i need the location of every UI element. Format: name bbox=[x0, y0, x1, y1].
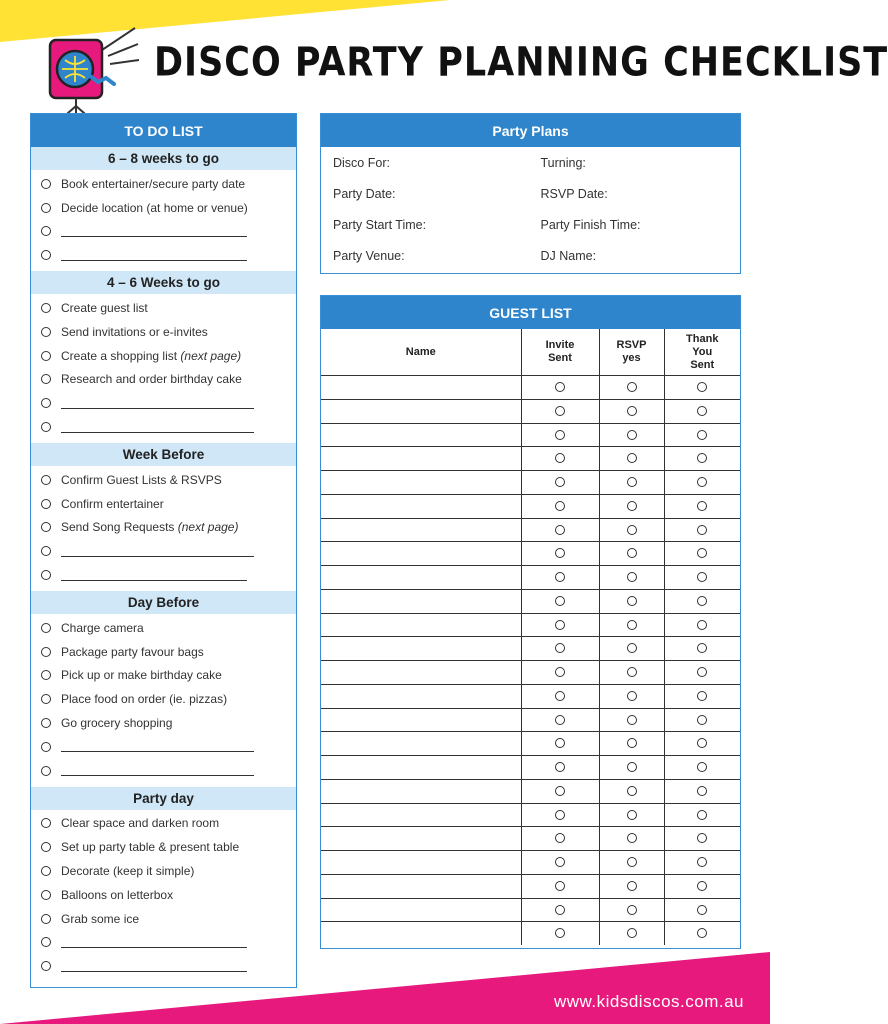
blank-line[interactable] bbox=[61, 250, 247, 261]
guest-name-cell[interactable] bbox=[321, 423, 521, 447]
rsvp-yes-checkbox-cell bbox=[599, 613, 664, 637]
guest-name-cell[interactable] bbox=[321, 518, 521, 542]
rsvp-yes-checkbox-icon[interactable] bbox=[627, 928, 637, 938]
thank-you-sent-checkbox-icon[interactable] bbox=[697, 928, 707, 938]
invite-sent-checkbox-cell bbox=[521, 542, 599, 566]
invite-sent-checkbox-cell bbox=[521, 661, 599, 685]
guest-name-cell[interactable] bbox=[321, 898, 521, 922]
rsvp-yes-checkbox-icon[interactable] bbox=[627, 667, 637, 677]
thank-you-sent-checkbox-icon[interactable] bbox=[697, 430, 707, 440]
guest-name-cell[interactable] bbox=[321, 732, 521, 756]
invite-sent-checkbox-cell bbox=[521, 708, 599, 732]
invite-sent-checkbox-cell bbox=[521, 399, 599, 423]
plans-field-label[interactable]: RSVP Date: bbox=[540, 186, 608, 201]
guest-row bbox=[321, 566, 740, 590]
rsvp-yes-checkbox-icon[interactable] bbox=[627, 691, 637, 701]
guest-row bbox=[321, 756, 740, 780]
blank-line[interactable] bbox=[61, 765, 254, 776]
guest-name-cell[interactable] bbox=[321, 922, 521, 945]
rsvp-yes-checkbox-icon[interactable] bbox=[627, 572, 637, 582]
party-plans-header: Party Plans bbox=[321, 114, 740, 147]
checklist-item[interactable]: Create a shopping list (next page) bbox=[31, 344, 296, 368]
guest-name-cell[interactable] bbox=[321, 827, 521, 851]
guest-row bbox=[321, 399, 740, 423]
invite-sent-checkbox-icon[interactable] bbox=[555, 596, 565, 606]
invite-sent-checkbox-icon[interactable] bbox=[555, 810, 565, 820]
checkbox-circle-icon[interactable] bbox=[41, 842, 51, 852]
column-header-invite-sent: Invite Sent bbox=[521, 329, 599, 376]
invite-sent-checkbox-cell bbox=[521, 423, 599, 447]
guest-list-panel bbox=[320, 295, 741, 949]
rsvp-yes-checkbox-cell bbox=[599, 447, 664, 471]
checklist-blank-item[interactable] bbox=[31, 539, 296, 563]
rsvp-yes-checkbox-cell bbox=[599, 779, 664, 803]
guest-name-cell[interactable] bbox=[321, 376, 521, 400]
invite-sent-checkbox-icon[interactable] bbox=[555, 691, 565, 701]
thank-you-sent-checkbox-icon[interactable] bbox=[697, 786, 707, 796]
rsvp-yes-checkbox-icon[interactable] bbox=[627, 406, 637, 416]
invite-sent-checkbox-icon[interactable] bbox=[555, 525, 565, 535]
guest-row bbox=[321, 637, 740, 661]
checklist-item[interactable]: Research and order birthday cake bbox=[31, 368, 296, 392]
guest-row bbox=[321, 423, 740, 447]
thank-you-sent-checkbox-icon[interactable] bbox=[697, 905, 707, 915]
thank-you-sent-checkbox-icon[interactable] bbox=[697, 643, 707, 653]
rsvp-yes-checkbox-icon[interactable] bbox=[627, 477, 637, 487]
checklist-blank-item[interactable] bbox=[31, 243, 296, 267]
guest-name-cell[interactable] bbox=[321, 803, 521, 827]
invite-sent-checkbox-icon[interactable] bbox=[555, 382, 565, 392]
invite-sent-checkbox-icon[interactable] bbox=[555, 477, 565, 487]
checkbox-circle-icon[interactable] bbox=[41, 398, 51, 408]
checkbox-circle-icon[interactable] bbox=[41, 475, 51, 485]
rsvp-yes-checkbox-cell bbox=[599, 708, 664, 732]
rsvp-yes-checkbox-cell bbox=[599, 732, 664, 756]
invite-sent-checkbox-icon[interactable] bbox=[555, 406, 565, 416]
blank-line[interactable] bbox=[61, 570, 247, 581]
thank-you-sent-checkbox-icon[interactable] bbox=[697, 881, 707, 891]
checklist-blank-item[interactable] bbox=[31, 563, 296, 587]
guest-row bbox=[321, 827, 740, 851]
blank-line[interactable] bbox=[61, 422, 254, 433]
guest-row bbox=[321, 376, 740, 400]
thank-you-sent-checkbox-cell bbox=[664, 922, 740, 945]
thank-you-sent-checkbox-icon[interactable] bbox=[697, 477, 707, 487]
rsvp-yes-checkbox-cell bbox=[599, 399, 664, 423]
checklist-blank-item[interactable] bbox=[31, 759, 296, 783]
rsvp-yes-checkbox-icon[interactable] bbox=[627, 881, 637, 891]
checkbox-circle-icon[interactable] bbox=[41, 226, 51, 236]
checklist-blank-item[interactable] bbox=[31, 735, 296, 759]
plans-field-label[interactable]: Turning: bbox=[540, 155, 586, 170]
checkbox-circle-icon[interactable] bbox=[41, 522, 51, 532]
checkbox-circle-icon[interactable] bbox=[41, 499, 51, 509]
rsvp-yes-checkbox-icon[interactable] bbox=[627, 430, 637, 440]
guest-name-cell[interactable] bbox=[321, 708, 521, 732]
guest-row bbox=[321, 542, 740, 566]
checklist-blank-item[interactable] bbox=[31, 415, 296, 439]
column-header-thank-you-sent: Thank You Sent bbox=[664, 329, 740, 376]
plans-field-label[interactable]: Party Start Time: bbox=[333, 217, 427, 232]
rsvp-yes-checkbox-cell bbox=[599, 589, 664, 613]
checkbox-circle-icon[interactable] bbox=[41, 422, 51, 432]
section-heading: Week Before bbox=[31, 443, 296, 466]
rsvp-yes-checkbox-cell bbox=[599, 661, 664, 685]
checkbox-circle-icon[interactable] bbox=[41, 374, 51, 384]
plans-field-label[interactable]: DJ Name: bbox=[540, 248, 597, 263]
checkbox-circle-icon[interactable] bbox=[41, 694, 51, 704]
blank-line[interactable] bbox=[61, 226, 247, 237]
invite-sent-checkbox-icon[interactable] bbox=[555, 620, 565, 630]
checkbox-circle-icon[interactable] bbox=[41, 890, 51, 900]
guest-row bbox=[321, 589, 740, 613]
thank-you-sent-checkbox-cell bbox=[664, 518, 740, 542]
rsvp-yes-checkbox-icon[interactable] bbox=[627, 810, 637, 820]
checklist-item[interactable]: Decide location (at home or venue) bbox=[31, 196, 296, 220]
checklist-item[interactable]: Place food on order (ie. pizzas) bbox=[31, 687, 296, 711]
plans-row bbox=[321, 147, 740, 178]
checkbox-circle-icon[interactable] bbox=[41, 250, 51, 260]
invite-sent-checkbox-icon[interactable] bbox=[555, 905, 565, 915]
guest-row bbox=[321, 613, 740, 637]
thank-you-sent-checkbox-cell bbox=[664, 708, 740, 732]
thank-you-sent-checkbox-icon[interactable] bbox=[697, 525, 707, 535]
checklist-blank-item[interactable] bbox=[31, 220, 296, 244]
thank-you-sent-checkbox-icon[interactable] bbox=[697, 857, 707, 867]
invite-sent-checkbox-cell bbox=[521, 756, 599, 780]
plans-field-label[interactable]: Disco For: bbox=[333, 155, 390, 170]
rsvp-yes-checkbox-cell bbox=[599, 898, 664, 922]
guest-name-cell[interactable] bbox=[321, 684, 521, 708]
rsvp-yes-checkbox-cell bbox=[599, 827, 664, 851]
thank-you-sent-checkbox-cell bbox=[664, 399, 740, 423]
checklist-item[interactable]: Charge camera bbox=[31, 616, 296, 640]
thank-you-sent-checkbox-cell bbox=[664, 851, 740, 875]
thank-you-sent-checkbox-icon[interactable] bbox=[697, 382, 707, 392]
checklist-blank-item[interactable] bbox=[31, 391, 296, 415]
thank-you-sent-checkbox-cell bbox=[664, 471, 740, 495]
rsvp-yes-checkbox-cell bbox=[599, 851, 664, 875]
checkbox-circle-icon[interactable] bbox=[41, 866, 51, 876]
party-plans-panel bbox=[320, 113, 741, 274]
thank-you-sent-checkbox-cell bbox=[664, 898, 740, 922]
rsvp-yes-checkbox-icon[interactable] bbox=[627, 382, 637, 392]
thank-you-sent-checkbox-cell bbox=[664, 779, 740, 803]
guest-name-cell[interactable] bbox=[321, 661, 521, 685]
checkbox-circle-icon[interactable] bbox=[41, 718, 51, 728]
invite-sent-checkbox-icon[interactable] bbox=[555, 928, 565, 938]
rsvp-yes-checkbox-cell bbox=[599, 803, 664, 827]
rsvp-yes-checkbox-icon[interactable] bbox=[627, 620, 637, 630]
thank-you-sent-checkbox-icon[interactable] bbox=[697, 738, 707, 748]
rsvp-yes-checkbox-cell bbox=[599, 684, 664, 708]
plans-field-label[interactable]: Party Date: bbox=[333, 186, 396, 201]
invite-sent-checkbox-icon[interactable] bbox=[555, 833, 565, 843]
todo-list-header: TO DO LIST bbox=[31, 114, 296, 147]
thank-you-sent-checkbox-cell bbox=[664, 423, 740, 447]
thank-you-sent-checkbox-cell bbox=[664, 684, 740, 708]
thank-you-sent-checkbox-cell bbox=[664, 566, 740, 590]
invite-sent-checkbox-cell bbox=[521, 779, 599, 803]
invite-sent-checkbox-icon[interactable] bbox=[555, 762, 565, 772]
section-heading: 6 – 8 weeks to go bbox=[31, 147, 296, 170]
guest-name-cell[interactable] bbox=[321, 851, 521, 875]
rsvp-yes-checkbox-cell bbox=[599, 518, 664, 542]
thank-you-sent-checkbox-icon[interactable] bbox=[697, 501, 707, 511]
invite-sent-checkbox-cell bbox=[521, 494, 599, 518]
guest-row bbox=[321, 447, 740, 471]
disco-speaker-logo bbox=[40, 18, 140, 123]
column-header-name: Name bbox=[321, 329, 521, 376]
guest-row bbox=[321, 779, 740, 803]
rsvp-yes-checkbox-cell bbox=[599, 566, 664, 590]
thank-you-sent-checkbox-cell bbox=[664, 874, 740, 898]
invite-sent-checkbox-icon[interactable] bbox=[555, 786, 565, 796]
invite-sent-checkbox-cell bbox=[521, 376, 599, 400]
checkbox-circle-icon[interactable] bbox=[41, 766, 51, 776]
checklist-item[interactable]: Create guest list bbox=[31, 296, 296, 320]
checkbox-circle-icon[interactable] bbox=[41, 303, 51, 313]
invite-sent-checkbox-cell bbox=[521, 922, 599, 945]
thank-you-sent-checkbox-cell bbox=[664, 661, 740, 685]
thank-you-sent-checkbox-cell bbox=[664, 732, 740, 756]
checklist-item[interactable]: Clear space and darken room bbox=[31, 812, 296, 836]
guest-row bbox=[321, 518, 740, 542]
thank-you-sent-checkbox-icon[interactable] bbox=[697, 572, 707, 582]
rsvp-yes-checkbox-icon[interactable] bbox=[627, 833, 637, 843]
thank-you-sent-checkbox-icon[interactable] bbox=[697, 596, 707, 606]
checklist-item[interactable]: Decorate (keep it simple) bbox=[31, 859, 296, 883]
invite-sent-checkbox-icon[interactable] bbox=[555, 548, 565, 558]
blank-line[interactable] bbox=[61, 546, 254, 557]
invite-sent-checkbox-cell bbox=[521, 471, 599, 495]
thank-you-sent-checkbox-cell bbox=[664, 756, 740, 780]
rsvp-yes-checkbox-cell bbox=[599, 874, 664, 898]
column-header-rsvp-yes: RSVP yes bbox=[599, 329, 664, 376]
invite-sent-checkbox-cell bbox=[521, 898, 599, 922]
thank-you-sent-checkbox-icon[interactable] bbox=[697, 548, 707, 558]
thank-you-sent-checkbox-icon[interactable] bbox=[697, 833, 707, 843]
checkbox-circle-icon[interactable] bbox=[41, 546, 51, 556]
rsvp-yes-checkbox-icon[interactable] bbox=[627, 643, 637, 653]
invite-sent-checkbox-icon[interactable] bbox=[555, 738, 565, 748]
invite-sent-checkbox-cell bbox=[521, 803, 599, 827]
rsvp-yes-checkbox-icon[interactable] bbox=[627, 738, 637, 748]
invite-sent-checkbox-cell bbox=[521, 589, 599, 613]
guest-row bbox=[321, 851, 740, 875]
plans-field-label[interactable]: Party Venue: bbox=[333, 248, 405, 263]
invite-sent-checkbox-icon[interactable] bbox=[555, 857, 565, 867]
invite-sent-checkbox-cell bbox=[521, 827, 599, 851]
todo-list-panel bbox=[30, 113, 297, 988]
invite-sent-checkbox-cell bbox=[521, 851, 599, 875]
invite-sent-checkbox-icon[interactable] bbox=[555, 881, 565, 891]
checklist-item[interactable]: Confirm Guest Lists & RSVPS bbox=[31, 468, 296, 492]
thank-you-sent-checkbox-icon[interactable] bbox=[697, 453, 707, 463]
invite-sent-checkbox-cell bbox=[521, 566, 599, 590]
invite-sent-checkbox-cell bbox=[521, 732, 599, 756]
thank-you-sent-checkbox-cell bbox=[664, 803, 740, 827]
rsvp-yes-checkbox-icon[interactable] bbox=[627, 525, 637, 535]
guest-name-cell[interactable] bbox=[321, 399, 521, 423]
invite-sent-checkbox-icon[interactable] bbox=[555, 572, 565, 582]
blank-line[interactable] bbox=[61, 398, 254, 409]
thank-you-sent-checkbox-cell bbox=[664, 376, 740, 400]
invite-sent-checkbox-cell bbox=[521, 637, 599, 661]
guest-name-cell[interactable] bbox=[321, 542, 521, 566]
invite-sent-checkbox-cell bbox=[521, 684, 599, 708]
rsvp-yes-checkbox-icon[interactable] bbox=[627, 501, 637, 511]
rsvp-yes-checkbox-icon[interactable] bbox=[627, 453, 637, 463]
checklist-item[interactable]: Pick up or make birthday cake bbox=[31, 664, 296, 688]
invite-sent-checkbox-icon[interactable] bbox=[555, 430, 565, 440]
rsvp-yes-checkbox-icon[interactable] bbox=[627, 762, 637, 772]
guest-table-header-row bbox=[321, 329, 740, 376]
thank-you-sent-checkbox-cell bbox=[664, 827, 740, 851]
rsvp-yes-checkbox-cell bbox=[599, 494, 664, 518]
thank-you-sent-checkbox-cell bbox=[664, 447, 740, 471]
guest-name-cell[interactable] bbox=[321, 566, 521, 590]
invite-sent-checkbox-icon[interactable] bbox=[555, 643, 565, 653]
invite-sent-checkbox-cell bbox=[521, 447, 599, 471]
guest-name-cell[interactable] bbox=[321, 494, 521, 518]
checklist-item[interactable]: Confirm entertainer bbox=[31, 492, 296, 516]
checkbox-circle-icon[interactable] bbox=[41, 818, 51, 828]
guest-list-header: GUEST LIST bbox=[321, 296, 740, 329]
thank-you-sent-checkbox-icon[interactable] bbox=[697, 810, 707, 820]
plans-row bbox=[321, 209, 740, 240]
thank-you-sent-checkbox-icon[interactable] bbox=[697, 667, 707, 677]
thank-you-sent-checkbox-icon[interactable] bbox=[697, 691, 707, 701]
rsvp-yes-checkbox-icon[interactable] bbox=[627, 715, 637, 725]
guest-name-cell[interactable] bbox=[321, 637, 521, 661]
invite-sent-checkbox-icon[interactable] bbox=[555, 501, 565, 511]
rsvp-yes-checkbox-cell bbox=[599, 376, 664, 400]
rsvp-yes-checkbox-cell bbox=[599, 922, 664, 945]
guest-row bbox=[321, 922, 740, 945]
guest-row bbox=[321, 684, 740, 708]
invite-sent-checkbox-cell bbox=[521, 613, 599, 637]
guest-list-table bbox=[321, 329, 740, 945]
rsvp-yes-checkbox-icon[interactable] bbox=[627, 905, 637, 915]
invite-sent-checkbox-icon[interactable] bbox=[555, 715, 565, 725]
checkbox-circle-icon[interactable] bbox=[41, 742, 51, 752]
rsvp-yes-checkbox-cell bbox=[599, 542, 664, 566]
plans-row bbox=[321, 178, 740, 209]
guest-row bbox=[321, 471, 740, 495]
checkbox-circle-icon[interactable] bbox=[41, 570, 51, 580]
guest-row bbox=[321, 661, 740, 685]
guest-row bbox=[321, 732, 740, 756]
guest-row bbox=[321, 898, 740, 922]
invite-sent-checkbox-cell bbox=[521, 518, 599, 542]
guest-name-cell[interactable] bbox=[321, 447, 521, 471]
guest-name-cell[interactable] bbox=[321, 779, 521, 803]
checkbox-circle-icon[interactable] bbox=[41, 670, 51, 680]
thank-you-sent-checkbox-icon[interactable] bbox=[697, 620, 707, 630]
plans-field-label[interactable]: Party Finish Time: bbox=[540, 217, 641, 232]
guest-name-cell[interactable] bbox=[321, 756, 521, 780]
invite-sent-checkbox-icon[interactable] bbox=[555, 453, 565, 463]
checklist-item[interactable]: Send invitations or e-invites bbox=[31, 320, 296, 344]
guest-name-cell[interactable] bbox=[321, 471, 521, 495]
section-heading: Day Before bbox=[31, 591, 296, 614]
thank-you-sent-checkbox-cell bbox=[664, 589, 740, 613]
thank-you-sent-checkbox-icon[interactable] bbox=[697, 406, 707, 416]
thank-you-sent-checkbox-cell bbox=[664, 613, 740, 637]
rsvp-yes-checkbox-icon[interactable] bbox=[627, 596, 637, 606]
thank-you-sent-checkbox-cell bbox=[664, 542, 740, 566]
guest-name-cell[interactable] bbox=[321, 874, 521, 898]
checklist-item[interactable]: Grab some ice bbox=[31, 907, 296, 931]
thank-you-sent-checkbox-icon[interactable] bbox=[697, 715, 707, 725]
rsvp-yes-checkbox-cell bbox=[599, 471, 664, 495]
checklist-item[interactable]: Balloons on letterbox bbox=[31, 883, 296, 907]
checklist-item[interactable]: Book entertainer/secure party date bbox=[31, 172, 296, 196]
rsvp-yes-checkbox-cell bbox=[599, 756, 664, 780]
rsvp-yes-checkbox-icon[interactable] bbox=[627, 786, 637, 796]
thank-you-sent-checkbox-icon[interactable] bbox=[697, 762, 707, 772]
plans-row bbox=[321, 240, 740, 271]
guest-name-cell[interactable] bbox=[321, 613, 521, 637]
thank-you-sent-checkbox-cell bbox=[664, 494, 740, 518]
checkbox-circle-icon[interactable] bbox=[41, 351, 51, 361]
checklist-item[interactable]: Go grocery shopping bbox=[31, 711, 296, 735]
rsvp-yes-checkbox-cell bbox=[599, 637, 664, 661]
guest-row bbox=[321, 708, 740, 732]
guest-row bbox=[321, 803, 740, 827]
page-title: DISCO PARTY PLANNING CHECKLIST bbox=[154, 40, 888, 86]
thank-you-sent-checkbox-cell bbox=[664, 637, 740, 661]
section-heading: Party day bbox=[31, 787, 296, 810]
invite-sent-checkbox-icon[interactable] bbox=[555, 667, 565, 677]
checkbox-circle-icon[interactable] bbox=[41, 647, 51, 657]
guest-row bbox=[321, 874, 740, 898]
section-heading: 4 – 6 Weeks to go bbox=[31, 271, 296, 294]
checklist-item[interactable]: Set up party table & present table bbox=[31, 835, 296, 859]
rsvp-yes-checkbox-icon[interactable] bbox=[627, 857, 637, 867]
website-url[interactable]: www.kidsdiscos.com.au bbox=[553, 992, 744, 1011]
checkbox-circle-icon[interactable] bbox=[41, 327, 51, 337]
checkbox-circle-icon[interactable] bbox=[41, 203, 51, 213]
checklist-item[interactable]: Package party favour bags bbox=[31, 640, 296, 664]
checkbox-circle-icon[interactable] bbox=[41, 914, 51, 924]
checklist-item[interactable]: Send Song Requests (next page) bbox=[31, 516, 296, 540]
bottom-pink-band bbox=[0, 944, 770, 1024]
checkbox-circle-icon[interactable] bbox=[41, 623, 51, 633]
checkbox-circle-icon[interactable] bbox=[41, 179, 51, 189]
rsvp-yes-checkbox-cell bbox=[599, 423, 664, 447]
guest-name-cell[interactable] bbox=[321, 589, 521, 613]
rsvp-yes-checkbox-icon[interactable] bbox=[627, 548, 637, 558]
guest-row bbox=[321, 494, 740, 518]
invite-sent-checkbox-cell bbox=[521, 874, 599, 898]
blank-line[interactable] bbox=[61, 741, 254, 752]
